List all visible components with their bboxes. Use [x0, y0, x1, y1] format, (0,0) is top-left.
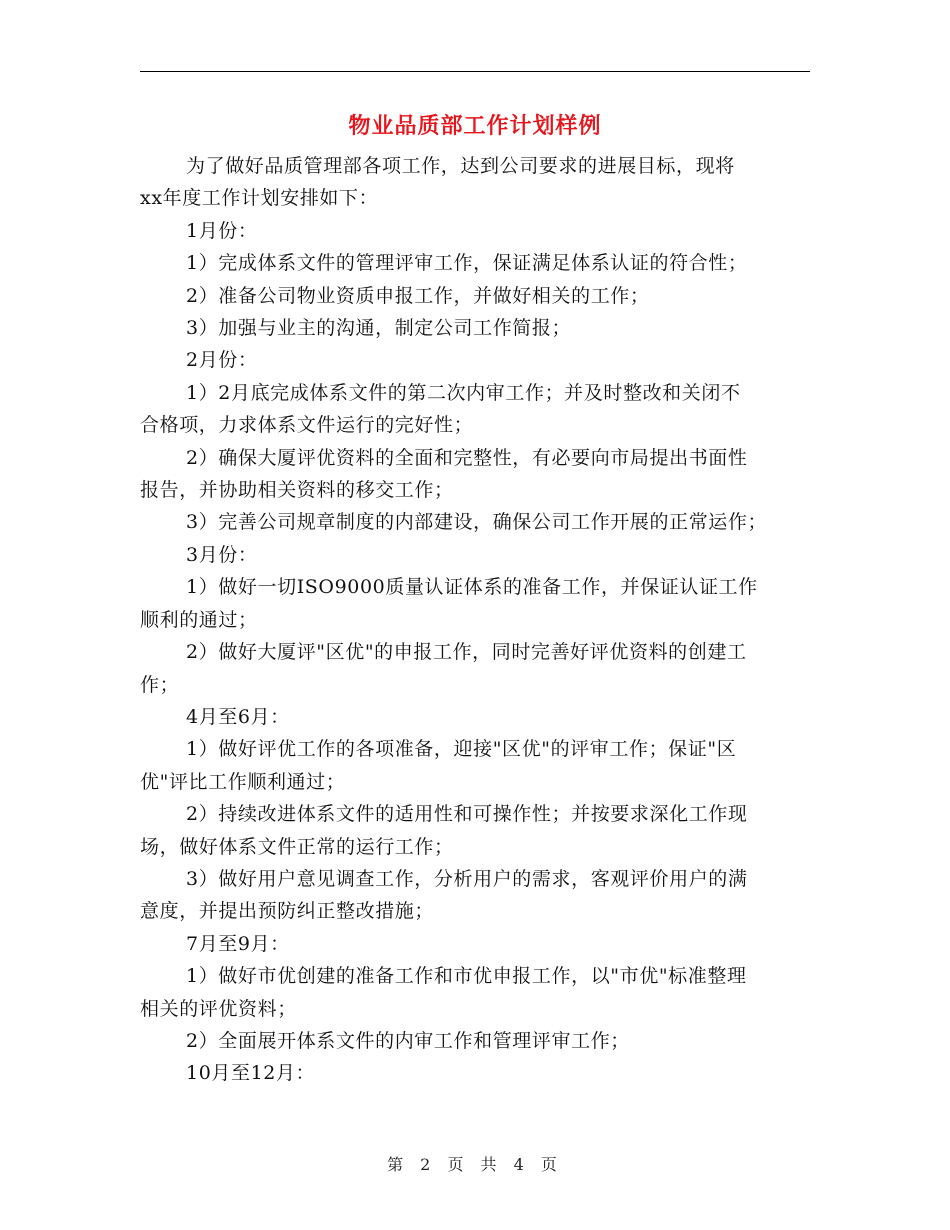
paragraph-line: 意度，并提出预防纠正整改措施； — [140, 900, 435, 923]
paragraph-line: 1月份： — [186, 219, 258, 242]
paragraph-line: 2）做好大厦评"区优"的申报工作，同时完善好评优资料的创建工 — [186, 641, 747, 664]
paragraph-line: 2）持续改进体系文件的适用性和可操作性；并按要求深化工作现 — [186, 803, 748, 826]
paragraph-line: 优"评比工作顺利通过； — [140, 770, 346, 793]
paragraph-line: 1）2月底完成体系文件的第二次内审工作；并及时整改和关闭不 — [186, 381, 741, 404]
document-title: 物业品质部工作计划样例 — [348, 113, 602, 139]
paragraph-line: xx年度工作计划安排如下： — [140, 187, 379, 210]
paragraph-line: 3月份： — [186, 543, 258, 566]
paragraph-line: 3）完善公司规章制度的内部建设，确保公司工作开展的正常运作； — [186, 511, 768, 534]
paragraph-line: 1）做好评优工作的各项准备，迎接"区优"的评审工作；保证"区 — [186, 738, 737, 761]
paragraph-line: 场，做好体系文件正常的运行工作； — [140, 835, 454, 858]
paragraph-line: 合格项，力求体系文件运行的完好性； — [140, 414, 474, 437]
paragraph-line: 1）做好市优创建的准备工作和市优申报工作，以"市优"标准整理 — [186, 965, 747, 988]
paragraph-line: 相关的评优资料； — [140, 997, 297, 1020]
document-body — [140, 150, 820, 1090]
paragraph-line: 7月至9月： — [186, 932, 290, 955]
paragraph-line: 3）做好用户意见调查工作，分析用户的需求，客观评价用户的满 — [186, 867, 748, 890]
paragraph-line: 作； — [140, 673, 180, 696]
paragraph-line: 2月份： — [186, 349, 258, 372]
paragraph-line: 报告，并协助相关资料的移交工作； — [140, 479, 454, 502]
paragraph-line: 2）准备公司物业资质申报工作，并做好相关的工作； — [186, 284, 650, 307]
paragraph-line: 10月至12月： — [186, 1062, 316, 1085]
paragraph-line: 1）做好一切ISO9000质量认证体系的准备工作，并保证认证工作 — [186, 576, 758, 599]
paragraph-line: 4月至6月： — [186, 705, 290, 728]
paragraph-line: 顺利的通过； — [140, 608, 258, 631]
page-number-footer: 第 2 页 共 4 页 — [387, 1155, 563, 1174]
paragraph-line: 2）确保大厦评优资料的全面和完整性，有必要向市局提出书面性 — [186, 446, 748, 469]
paragraph-line: 1）完成体系文件的管理评审工作，保证满足体系认证的符合性； — [186, 252, 748, 275]
paragraph-line: 为了做好品质管理部各项工作，达到公司要求的进展目标，现将 — [186, 155, 735, 177]
paragraph-line: 2）全面展开体系文件的内审工作和管理评审工作； — [186, 1029, 630, 1052]
header-rule — [140, 71, 810, 72]
paragraph-line: 3）加强与业主的沟通，制定公司工作简报； — [186, 317, 572, 340]
